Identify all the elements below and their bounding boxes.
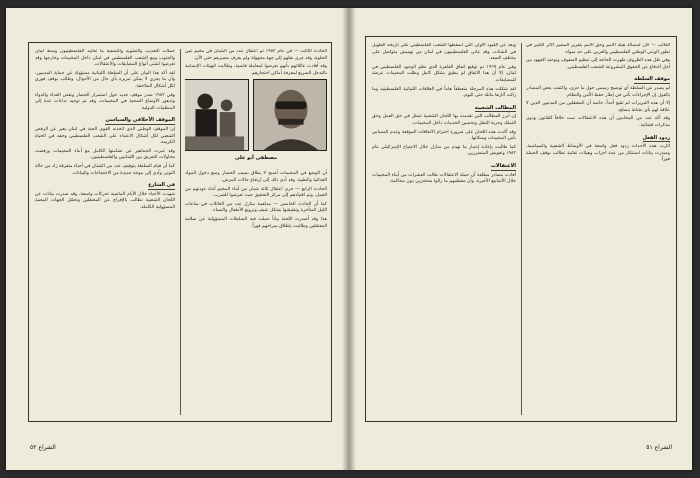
magazine-spread bbox=[6, 8, 692, 470]
section-heading: ردود الفعل bbox=[642, 134, 670, 141]
group-image bbox=[185, 80, 248, 150]
paragraph: شهدت الأحياء خلال الأيام الماضية تحركات واسعة، وقد صدرت بيانات عن اللجان الشعبية تطالب بالإفراج عن المعتقلين وتحمّل الجهات المعنية المسؤولية الكاملة. bbox=[35, 191, 175, 210]
column-divider bbox=[521, 43, 522, 415]
photo-block bbox=[185, 79, 327, 167]
left-outer-column bbox=[35, 49, 175, 415]
paragraph: كما طالبت بإعادة إعمار ما تهدم من منازل خلال الاجتياح الإسرائيلي عام ١٩٨٢ وتعويض المتضررين. bbox=[372, 144, 516, 157]
paragraph: وبعد عن القيود الأولى التي أسقطها الشعب الفلسطيني على تاريخه الطويل في الشتات، وقد عانى الفلسطينيون في لبنان من تهميش متواصل على مختلف الصعد. bbox=[372, 43, 516, 62]
paragraph: كما أن قيام السلطة بتوقيف عدد من الشبان في أحياء متفرقة زاد من حالة التوتر، وأدى إلى موجة جديدة من الاحتجاجات والبيانات. bbox=[35, 163, 175, 176]
page-number: الشراع ٥٢ bbox=[30, 444, 56, 451]
paragraph: إلا أن هذه التبريرات لم تقنع أحداً، خاصة أن المعتقلين من المدنيين الذين لا علاقة لهم بأي نشاط مسلح. bbox=[526, 101, 670, 113]
paragraph: لم يصدر عن السلطة أي توضيح رسمي حول ما جرى، واكتفت بعض المصادر بالقول إن الإجراءات تأتي في إطار حفظ الأمن والنظام. bbox=[526, 85, 670, 98]
page-number: الشراع ٥١ bbox=[646, 444, 672, 451]
section-heading: المطالب الشعبية bbox=[474, 104, 516, 111]
paragraph: أثارت هذه الأحداث ردود فعل واسعة في الأوساط الشعبية والسياسية، وصدرت بيانات استنكار من عدة أحزاب وهيئات نقابية تطالب بوقف الحملة فوراً. bbox=[526, 144, 670, 163]
paragraph: وقد أكدت هذه اللجان على ضرورة احترام الاتفاقات الموقعة وعدم المساس بأمن المخيمات وسكانها. bbox=[372, 129, 516, 142]
paragraph: وقد عبرت الجماهير عن تضامنها الكامل مع أبناء المخيمات ورفضت محاولات التفريق بين اللبنانيين والفلسطينيين. bbox=[35, 148, 175, 161]
portrait-image bbox=[254, 80, 326, 150]
section-heading: الاعتقالات bbox=[490, 162, 516, 169]
paragraph: لقد أكد هذا البيان على أن السلطة اللبنانية مسؤولة عن حماية المدنيين، وأن ما يجري لا يمكن تبريره بأي حال من الأحوال، وطالب بوقف فوري لكل أشكال الملاحقة. bbox=[35, 70, 175, 89]
paragraph: الحادث الرابع — جرى اعتقال ثلاثة شبان من أبناء المخيم أثناء عودتهم من العمل، وتم اقتيادهم إلى مركز التحقيق حيث تعرضوا للضرب. bbox=[185, 186, 327, 199]
paragraph: إن الموقف الوطني الذي اتخذته القوى الحية في لبنان يعبر عن الرفض الشعبي لكل أشكال الاعتداء على الشعب الفلسطيني وحقه في الحياة الكريمة. bbox=[35, 126, 175, 146]
right-page bbox=[349, 8, 692, 470]
paragraph: حملات التعذيب والتشويه والتصفية ما تعانيه الفلسطينيون وسط لبنان والجنوب ومع الشعب الفلسطيني في لبنان داخل المخيمات وخارجها وقد تعرضوا لشتى أنواع المضايقات والاعتقالات. bbox=[35, 49, 175, 68]
paragraph: الغالب — كان لمسألة هيئة الأمم وحق الأمم بتقرير المصير الأثر الكبير في تطور الوعي الوطني الفلسطيني والعربي على حد سواء. bbox=[526, 43, 670, 55]
right-page-frame bbox=[365, 36, 677, 422]
photo-caption: مصطفى أبو علي bbox=[234, 155, 278, 162]
paragraph: وفي عام ١٩٦٩ تم توقيع اتفاق القاهرة الذي نظم الوجود الفلسطيني في لبنان، إلا أن هذا الاتفاق لم يطبق بشكل كامل وظلت المخيمات عرضة للمضايقات. bbox=[372, 64, 516, 83]
group-photo bbox=[185, 79, 249, 151]
paragraph: أن الوضع في المخيمات أصبح لا يطاق بسبب الحصار ومنع دخول المواد الغذائية والطبية، وقد أدى ذلك إلى ارتفاع حالات المرض. bbox=[185, 171, 327, 183]
photo-row bbox=[185, 79, 327, 151]
section-heading: في الشارع bbox=[148, 182, 175, 189]
column-divider bbox=[180, 49, 181, 415]
left-inner-column bbox=[185, 49, 327, 415]
paragraph: كما أن الحادث الخامس — مداهمة منازل عدد من العائلات في ساعات الليل المتأخرة وتفتيشها بشكل عنيف وترويع الأطفال والنساء. bbox=[185, 201, 327, 214]
portrait-photo bbox=[253, 79, 327, 151]
section-heading: موقف السلطة bbox=[634, 76, 670, 83]
binding-gutter bbox=[342, 8, 356, 470]
left-page bbox=[6, 8, 349, 470]
paragraph: وقد أكد عدد من المحامين أن هذه الاعتقالات تمت خلافاً للقانون ودون مذكرات قضائية. bbox=[526, 116, 670, 128]
paragraph: وفي ١٩٨٢ صدر موقف جديد حول استمرار الحصار ونقص الغذاء والدواء وتدهور الأوضاع الصحية في المخيمات، وقد تم توجيه نداءات عدة إلى المنظمات الدولية. bbox=[35, 92, 175, 111]
paragraph: لقد شكلت هذه المرحلة منعطفاً هاماً في العلاقات اللبنانية الفلسطينية وما زالت آثارها ماثلة حتى اليوم. bbox=[372, 86, 516, 99]
paragraph: أفادت مصادر مطلعة أن حملة الاعتقالات طالت العشرات من أبناء المخيمات خلال الأسابيع الأخيرة، وأن معظمهم ما زالوا محتجزين دون محاكمة. bbox=[372, 172, 516, 185]
section-heading: الموقف الأخلاقي والسياسي bbox=[105, 117, 175, 124]
right-outer-column bbox=[526, 43, 670, 415]
right-inner-column bbox=[372, 43, 516, 415]
paragraph: هذا وقد أصدرت اللجنة بياناً حملت فيه السلطات المسؤولية عن سلامة المعتقلين وطالبت بإطلاق سراحهم فوراً. bbox=[185, 216, 327, 229]
paragraph: وقد أفادت عائلاتهم بأنهم تعرضوا لمعاملة قاسية، وطالبت الهيئات الإنسانية بالتدخل السريع لمعرفة أماكن احتجازهم. bbox=[185, 64, 327, 76]
left-page-frame bbox=[28, 42, 332, 422]
paragraph: إن أبرز المطالب التي تقدمت بها اللجان الشعبية تتمثل في حق العمل وحق التملك وحرية التنقل وتحسين الخدمات داخل المخيمات. bbox=[372, 114, 516, 126]
paragraph: الحادث الثالث — في عام ١٩٨٢ تم اعتقال عدد من الشبان في مخيم عين الحلوة، وقد جرى نقلهم إلى جهة مجهولة ولم يعرف مصيرهم حتى الآن. bbox=[185, 49, 327, 61]
paragraph: وفي ظل هذه الظروف ظهرت الحاجة إلى تنظيم الصفوف وتوحيد الجهود من أجل الدفاع عن الحقوق المشروعة للشعب الفلسطيني. bbox=[526, 58, 670, 70]
